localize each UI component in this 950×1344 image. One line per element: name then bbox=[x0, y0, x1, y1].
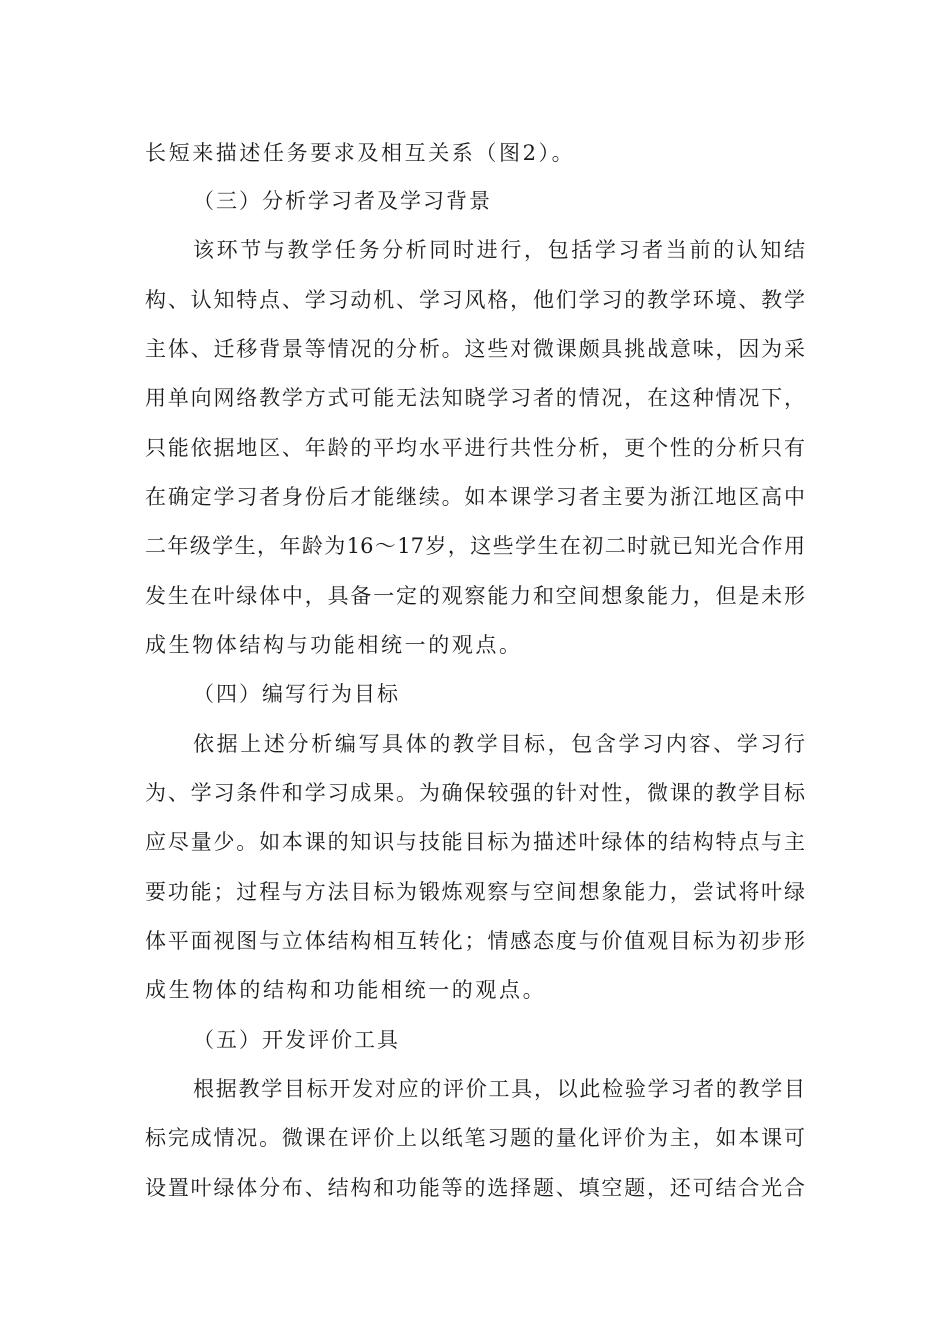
paragraph-line: 根据教学目标开发对应的评价工具，以此检验学习者的教学目 bbox=[193, 1077, 805, 1101]
paragraph-line: 该环节与教学任务分析同时进行，包括学习者当前的认知结 bbox=[193, 238, 805, 262]
paragraph-line: 长短来描述任务要求及相互关系（图2）。 bbox=[145, 141, 576, 165]
paragraph-line: 主体、迁移背景等情况的分析。这些对微课颇具挑战意味，因为采 bbox=[145, 337, 805, 361]
paragraph-line: 成生物体的结构和功能相统一的观点。 bbox=[145, 978, 547, 1002]
paragraph-line: 依据上述分析编写具体的教学目标，包含学习内容、学习行 bbox=[193, 732, 805, 756]
paragraph-line: 只能依据地区、年龄的平均水平进行共性分析，更个性的分析只有 bbox=[145, 436, 805, 460]
paragraph-line: 标完成情况。微课在评价上以纸笔习题的量化评价为主，如本课可 bbox=[145, 1126, 805, 1150]
paragraph-line: 构、认知特点、学习动机、学习风格，他们学习的教学环境、教学 bbox=[145, 288, 805, 312]
paragraph-line: 为、学习条件和学习成果。为确保较强的针对性，微课的教学目标 bbox=[145, 781, 805, 805]
paragraph-line: 体平面视图与立体结构相互转化；情感态度与价值观目标为初步形 bbox=[145, 929, 805, 953]
paragraph-line: 用单向网络教学方式可能无法知晓学习者的情况，在这种情况下， bbox=[145, 386, 805, 410]
paragraph-line: 成生物体结构与功能相统一的观点。 bbox=[145, 633, 523, 657]
section-heading: （五）开发评价工具 bbox=[193, 1028, 400, 1052]
paragraph-line: 二年级学生，年龄为16～17岁，这些学生在初二时就已知光合作用 bbox=[145, 534, 805, 558]
paragraph-line: 应尽量少。如本课的知识与技能目标为描述叶绿体的结构特点与主 bbox=[145, 830, 805, 854]
paragraph-line: 要功能；过程与方法目标为锻炼观察与空间想象能力，尝试将叶绿 bbox=[145, 880, 805, 904]
paragraph-line: 设置叶绿体分布、结构和功能等的选择题、填空题，还可结合光合 bbox=[145, 1176, 805, 1200]
section-heading: （三）分析学习者及学习背景 bbox=[193, 189, 492, 213]
section-heading: （四）编写行为目标 bbox=[193, 682, 400, 706]
paragraph-line: 在确定学习者身份后才能继续。如本课学习者主要为浙江地区高中 bbox=[145, 485, 805, 509]
paragraph-line: 发生在叶绿体中，具备一定的观察能力和空间想象能力，但是未形 bbox=[145, 584, 805, 608]
